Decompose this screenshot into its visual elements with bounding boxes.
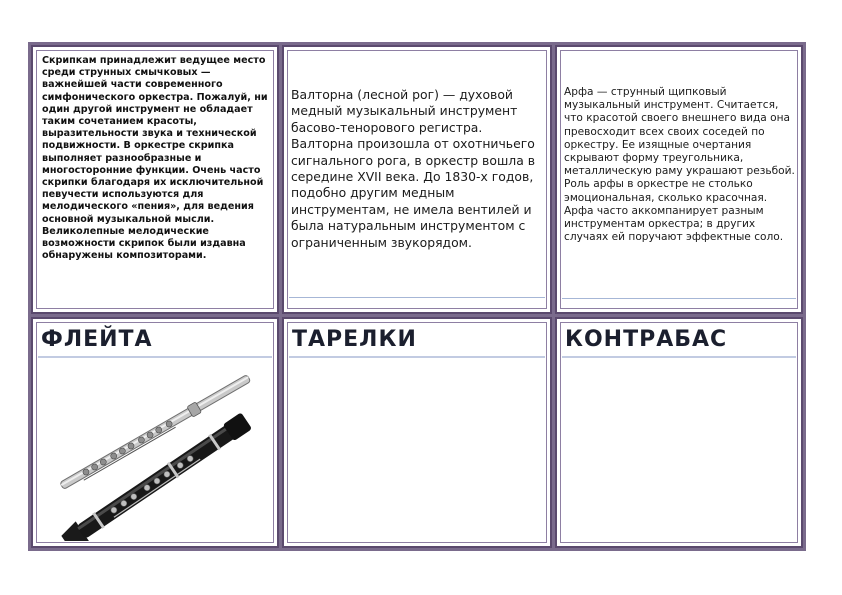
card-harp-text (555, 45, 803, 314)
flute-title: ФЛЕЙТА (41, 327, 153, 352)
title-underline (562, 356, 796, 358)
card-contrabass (555, 317, 803, 548)
card-flute (31, 317, 279, 548)
cards-table (28, 42, 806, 551)
card-horn-text (282, 45, 552, 314)
divider-line (562, 298, 796, 299)
title-underline (38, 356, 272, 358)
cymbals-title: ТАРЕЛКИ (292, 327, 417, 352)
contrabass-title: КОНТРАБАС (565, 327, 728, 352)
card-violin-text (31, 45, 279, 314)
harp-description: Арфа — струнный щипковый музыкальный инструмент. Считается, что красотой своего внешнего вида она превосходит всех своих соседей по оркестру. Ее изящные очертания скрывают форму треугольника, металлическую раму украшают резьбой. Роль арфы в оркестре не столько эмоциональная, сколько красочная. Арфа часто аккомпанирует разным инструментам оркестра; в других случаях ей поручают эффектные соло. (564, 86, 795, 244)
horn-description: Валторна (лесной рог) — духовой медный музыкальный инструмент басово-тенорового регистра. Валторна произошла от охотничьего сигнального рога, в оркестр вошла в середине XVII века. До 1830-х годов, подобно другим медным инструментам, не имела вентилей и была натуральным инструментом с ограниченным звукорядом. (291, 87, 536, 250)
flute-clarinet-image (45, 361, 269, 541)
title-underline (289, 356, 545, 358)
card-cymbals (282, 317, 552, 548)
violin-description: Скрипкам принадлежит ведущее место среди струнных смычковых — важнейшей части современного симфонического оркестра. Пожалуй, ни один другой инструмент не обладает таким сочетанием красоты, выразительности звука и технической подвижности. В оркестре скрипка выполняет разнообразные и многосторонние функции. Очень часто скрипки благодаря их исключительной певучести используются для мелодического «пения», для ведения основной музыкальной мысли. Великолепные мелодические возможности скрипок были издавна обнаружены композиторами. (42, 55, 268, 262)
divider-line (289, 297, 545, 298)
